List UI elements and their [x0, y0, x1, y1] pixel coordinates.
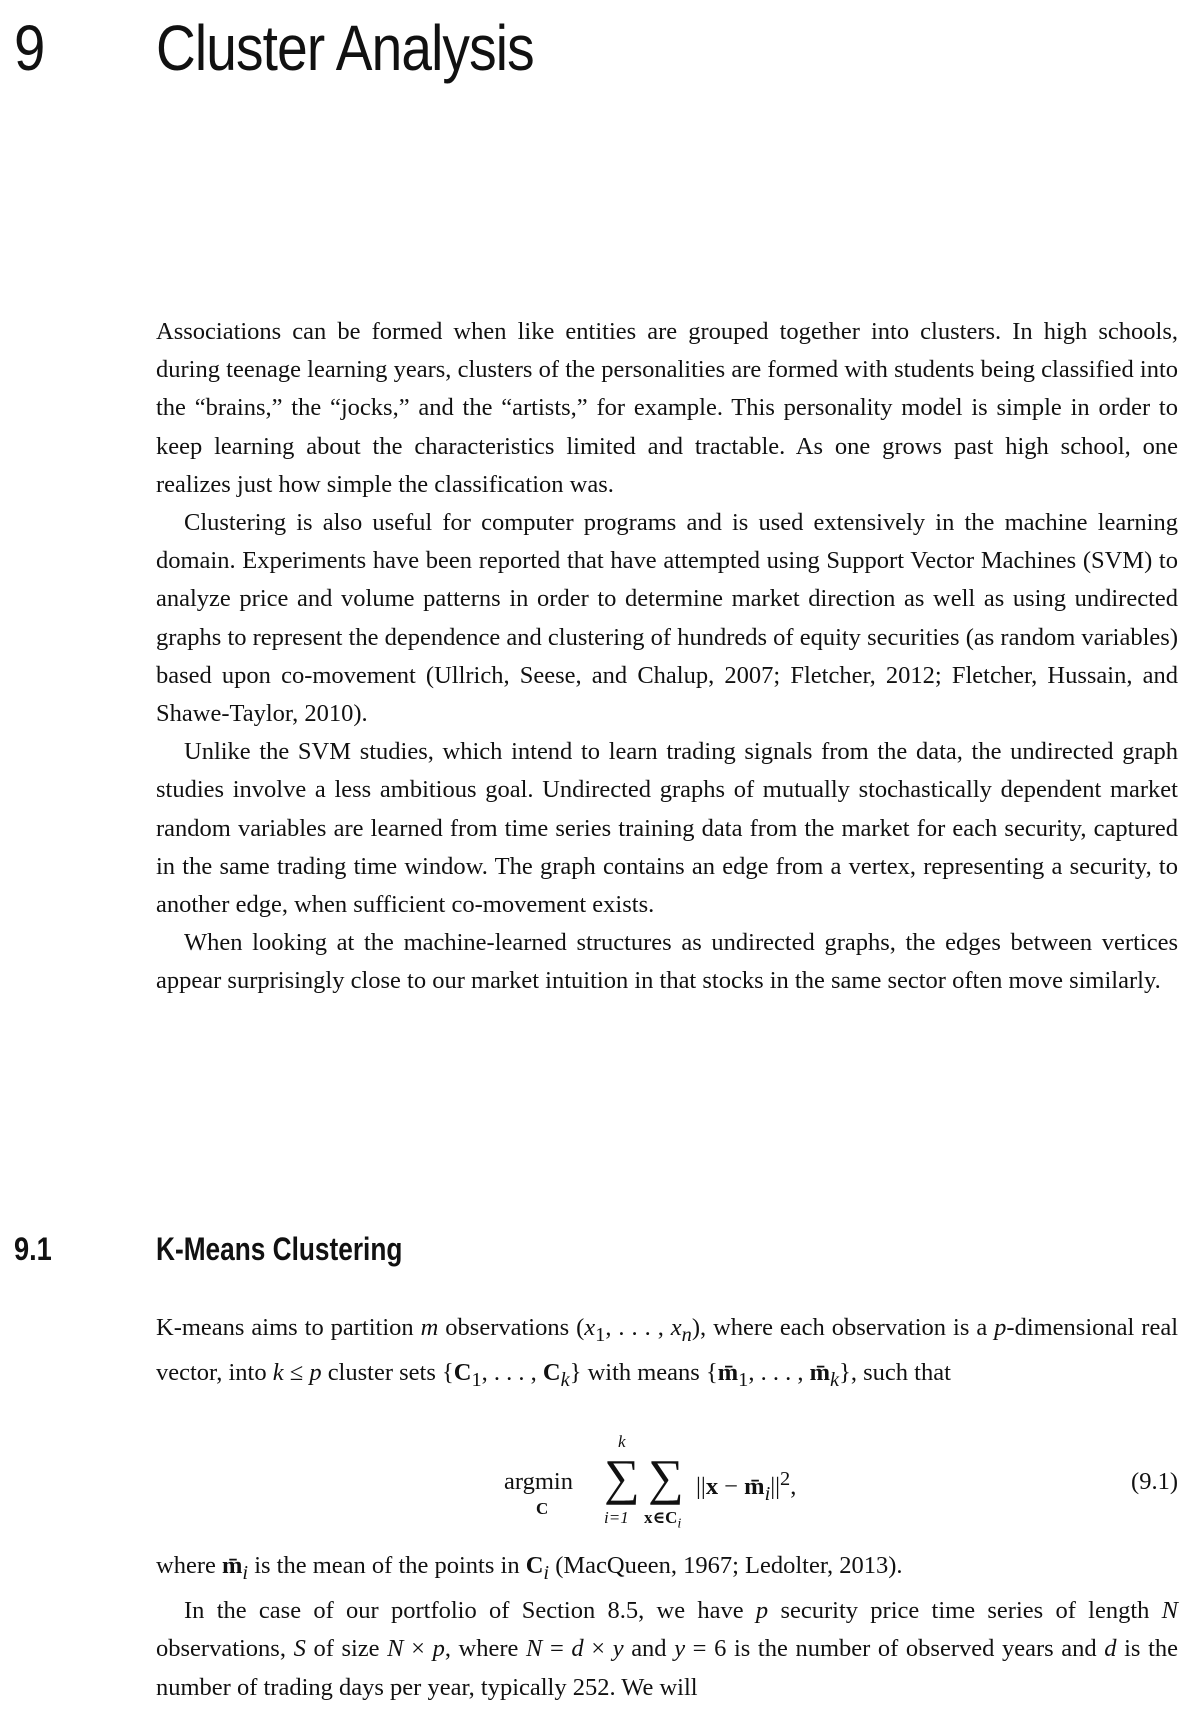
intro-paragraph-3: Unlike the SVM studies, which intend to learn trading signals from the data, the undirected graph studies involve a less ambitious goal. Undirected graphs of mutually stochastically dependent market random variables are learned from time series training data from the market for each security, captured in the same trading time window. The graph contains an edge from a vertex, representing a security, to another edge, when sufficient co-movement exists.: [156, 738, 1178, 919]
kmeans-intro: [156, 1309, 1178, 1399]
section-title: K-Means Clustering: [156, 1231, 403, 1267]
equation-argmin-subscript: C: [536, 1499, 549, 1518]
intro-text: [156, 313, 1178, 1001]
intro-paragraph-4: When looking at the machine-learned structures as undirected graphs, the edges between vertices appear surprisingly close to our market intuition in that stocks in the same sector often move similarly.: [156, 929, 1178, 995]
equation-number: (9.1): [1131, 1468, 1178, 1495]
equation-argmin: argmin: [504, 1468, 573, 1495]
equation-sum-symbol: ∑: [604, 1449, 640, 1505]
chapter-number: 9: [14, 12, 45, 84]
post-equation-paragraph-2: In the case of our portfolio of Section 8.5, we have p security price time series of length N observations, S of size N × p, where N = d × y and y = 6 is the number of observed years and d is the number of trading days per year, typically 252. We will: [156, 1597, 1179, 1701]
equation-sum-inner-lower-limit: $x\in C_i$: [644, 1508, 682, 1532]
intro-paragraph-2: Clustering is also useful for computer programs and is used extensively in the machine learning domain. Experiments have been reported that have attempted using Support Vector Machines (SVM) to analyze price and volume patterns in order to determine market direction as well as using undirected graphs to represent the dependence and clustering of hundreds of equity securities (as random variables) based upon co-movement (Ullrich, Seese, and Chalup, 2007; Fletcher, 2012; Fletcher, Hussain, and Shawe-Taylor, 2010).: [156, 509, 1178, 728]
section-number: 9.1: [14, 1231, 52, 1267]
equation-9-1: [156, 1432, 1178, 1540]
equation-sum-symbol-inner: ∑: [648, 1449, 684, 1505]
intro-paragraph-1: Associations can be formed when like entities are grouped together into clusters. In high schools, during teenage learning years, clusters of the personalities are formed with students being classified into the “brains,” the “jocks,” and the “artists,” for example. This personality model is simple in order to keep learning about the characteristics limited and tractable. As one grows past high school, one realizes just how simple the classification was.: [156, 318, 1178, 498]
post-equation-paragraph-1: where $m̄_i$ is the mean of the points in $C_i$ (MacQueen, 1967; Ledolter, 2013).: [156, 1552, 903, 1584]
kmeans-paragraph: K-means aims to partition m observations ($x_1$, . . . , $x_n$), where each observation is a p-dimensional real vector, into k ≤ p cluster sets {$C_1$, . . . , $C_k$} with means {$m̄_1$, . . . , $m̄_k$}, such that: [156, 1314, 1179, 1391]
equation-body: [504, 1432, 844, 1540]
equation-sum-lower-limit: i=1: [604, 1508, 629, 1527]
equation-term: $||x - m̄_i||^2$,: [696, 1468, 797, 1506]
equation-sum-upper-limit: k: [618, 1432, 626, 1451]
post-equation-text: [156, 1547, 1178, 1707]
chapter-title: Cluster Analysis: [156, 12, 534, 84]
